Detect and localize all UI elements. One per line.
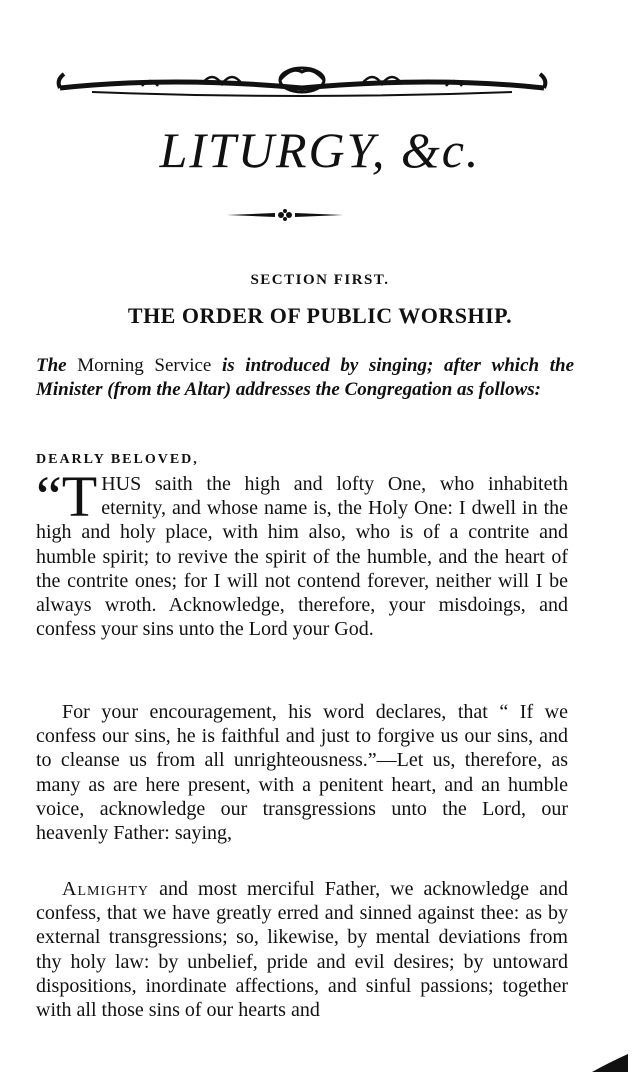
paragraph-exhortation-text: HUS saith the high and lofty One, who inhabiteth eternity, and whose name is, the Holy One: I dwell in the high and holy place, with him also, who is of a contrite and humble spirit; to revive the spirit of the humble, and the heart of the contrite ones; for I will not contend forever, neither will I be always wroth. Acknowledge, therefore, your misdoings, and confess your sins unto the Lord your God. <box>36 473 568 641</box>
decorative-header-ornament <box>52 58 552 102</box>
paragraph-encouragement: For your encouragement, his word declares, that “ If we confess our sins, he is faithful and just to forgive us our sins, and to cleanse us from all unrighteousness.”—Let us, therefore, as many as are here present, with a penitent heart, and an humble voice, acknowledge our transgressions unto the Lord, our heavenly Father: saying, <box>36 701 568 845</box>
page-corner-mark <box>590 1052 630 1074</box>
confession-lead-word: Almighty <box>62 878 149 900</box>
drop-cap-letter <box>36 464 98 529</box>
paragraph-confession <box>36 877 568 1022</box>
section-title: THE ORDER OF PUBLIC WORSHIP. <box>127 303 513 328</box>
rubric-the: The <box>36 355 67 376</box>
rubric-text: is introduced by singing; after which the Minister (from the Altar) addresses the Congregation as follows: <box>36 355 574 400</box>
section-label: SECTION FIRST. <box>250 272 390 288</box>
salutation: DEARLY BELOVED, <box>36 452 199 467</box>
opening-quote: “ <box>36 464 62 529</box>
rubric-instruction <box>36 354 574 402</box>
confession-text: and most merciful Father, we acknowledge and confess, that we have greatly erred and sinned against thee: as by external transgressions; so, likewise, by mental deviations from thy holy law: by unbelief, pride and evil desires; by untoward dispositions, inordinate affections, and sinful passions; together with all those sins of our hearts and <box>36 878 568 1022</box>
page-title: LITURGY, &c. <box>159 122 481 178</box>
drop-cap: T <box>61 464 98 529</box>
paragraph-exhortation <box>36 464 568 641</box>
rubric-morning-service: Morning Service <box>77 355 212 376</box>
decorative-divider-ornament <box>225 206 345 224</box>
